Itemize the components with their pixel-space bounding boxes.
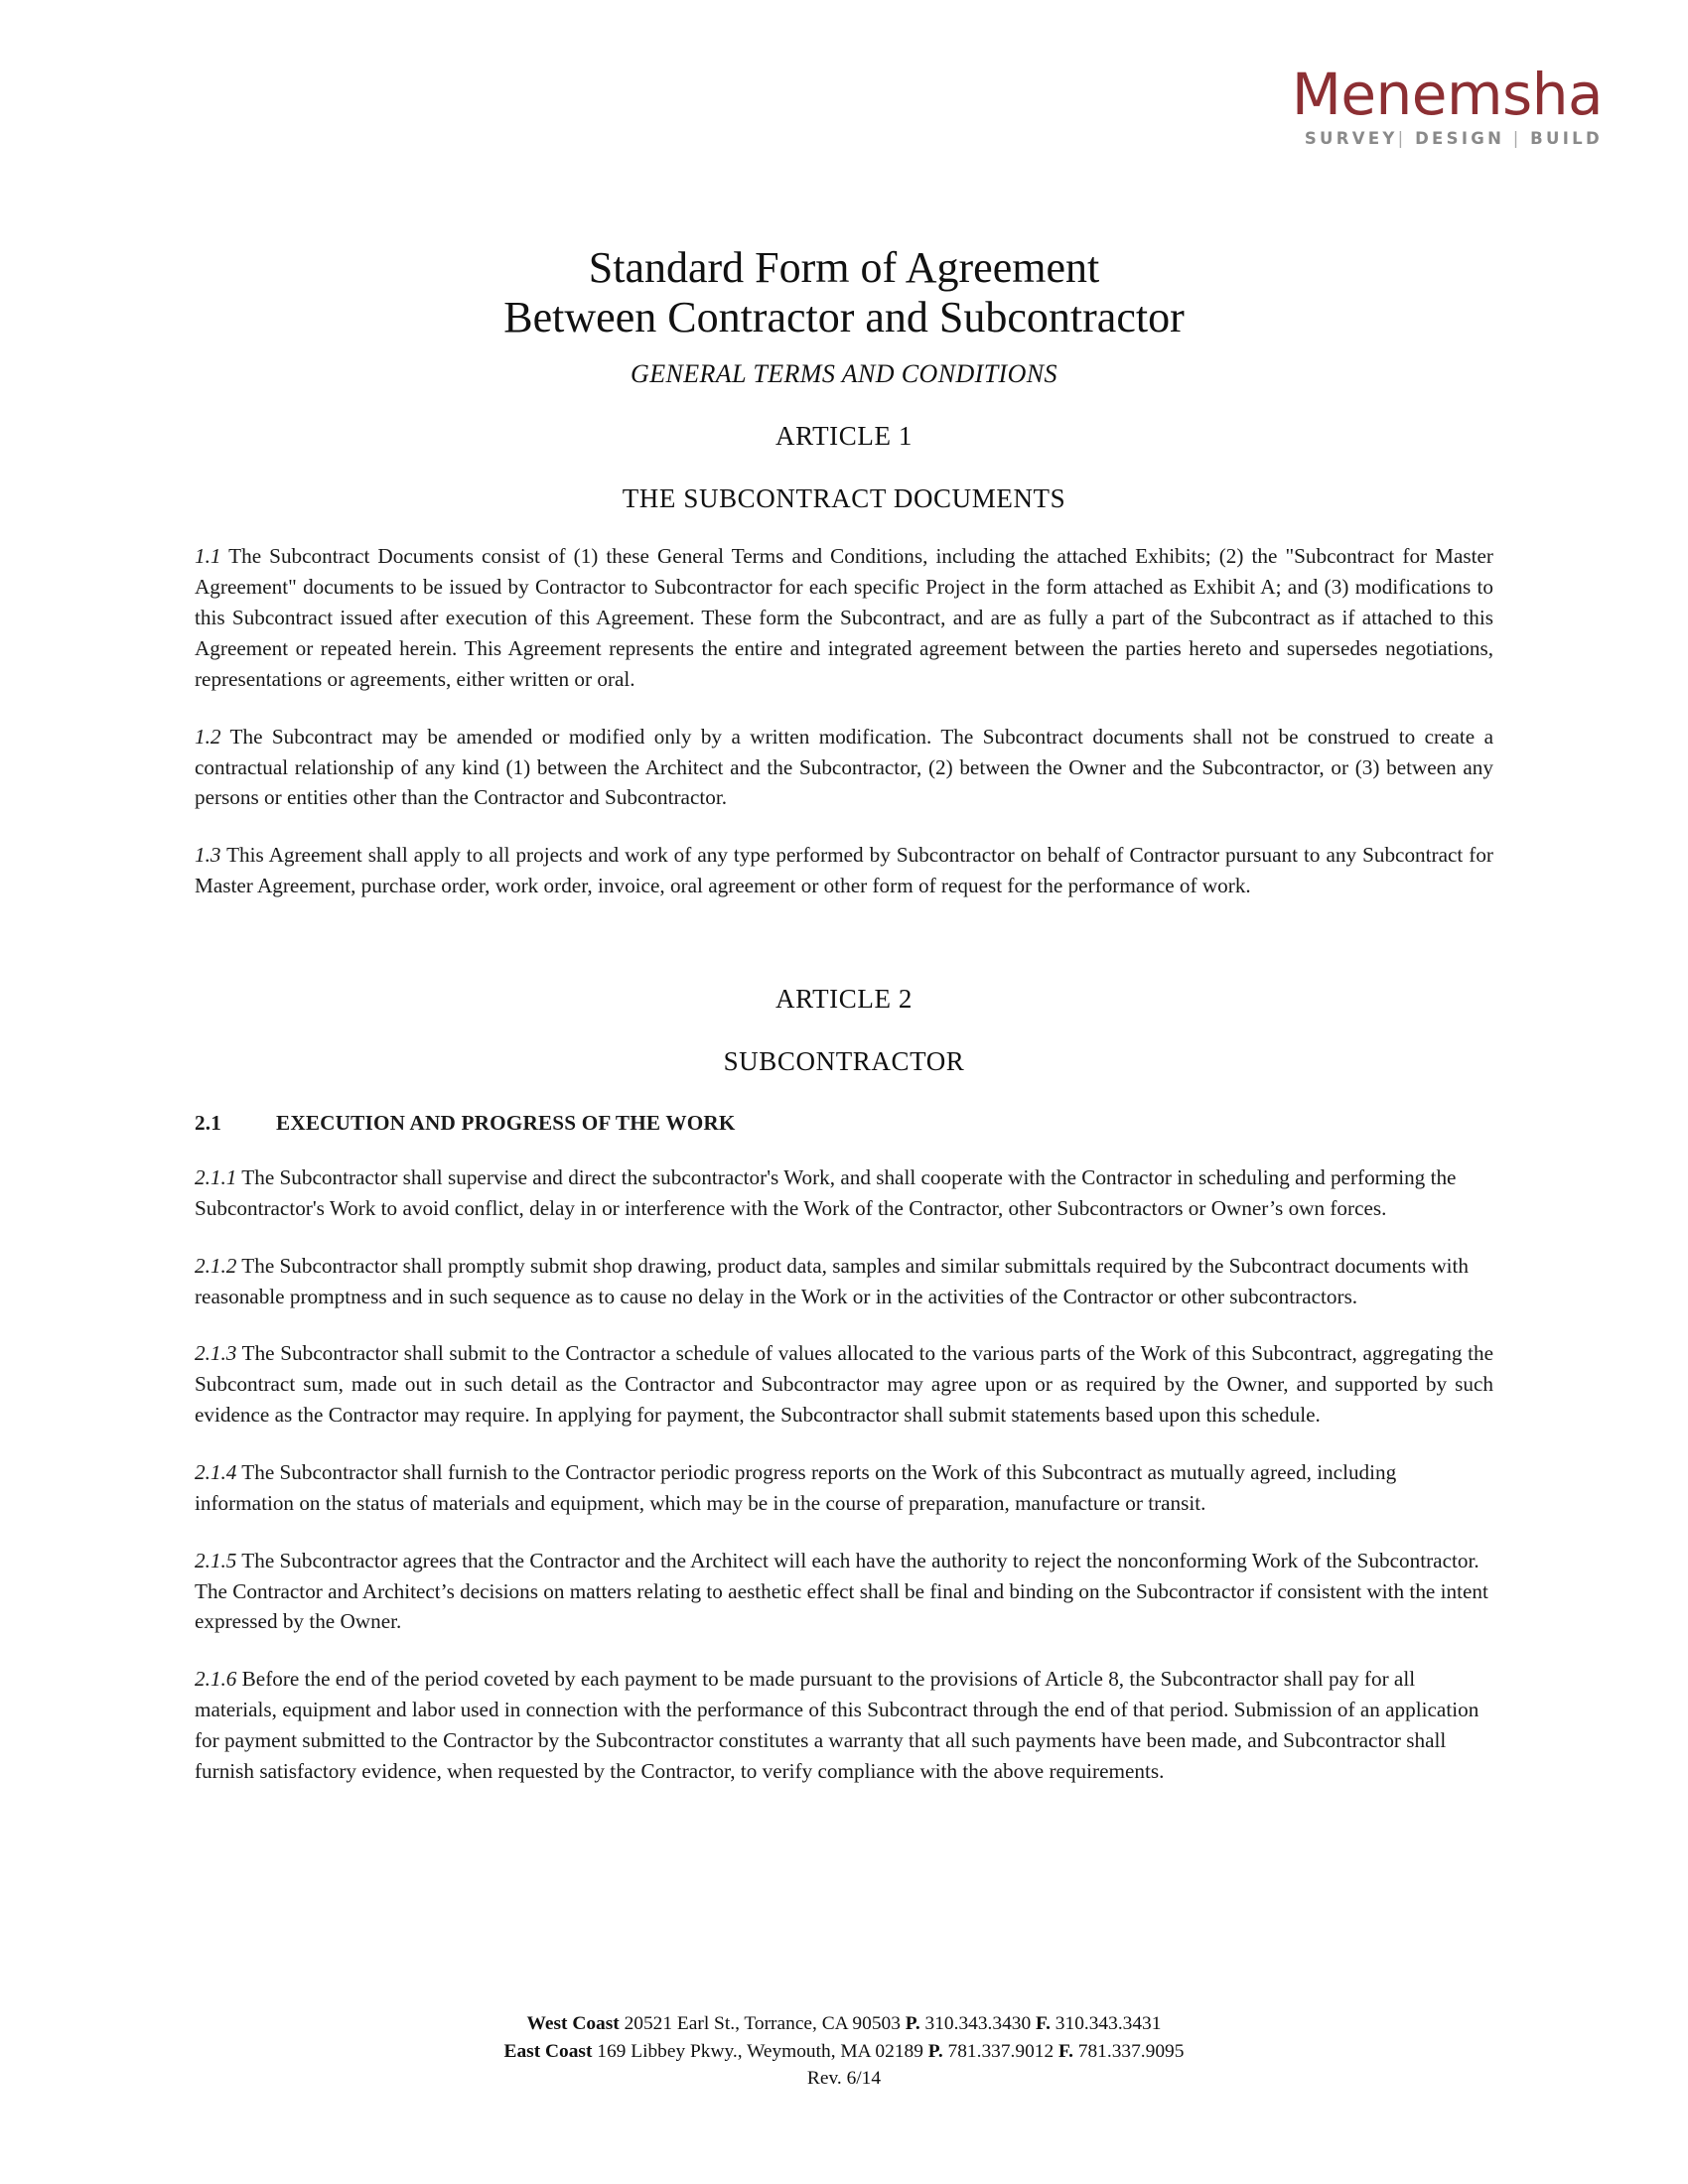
paragraph-text-1-2: The Subcontract may be amended or modified only by a written modification. The Subcontract documents shall not be construed to create a contractual relationship of any kind (1) between the Architect and the Subcontractor, (2) between the Owner and the Subcontractor, or (3) between any persons or entities other than the Contractor and Subcontractor. <box>195 724 1493 810</box>
footer-revision: Rev. 6/14 <box>806 2068 882 2090</box>
paragraph-1-3 <box>195 840 1493 901</box>
logo-tagline-build: BUILD <box>1530 129 1603 149</box>
logo-tagline-separator-1: | <box>1397 129 1416 149</box>
article-1-subheading: THE SUBCONTRACT DOCUMENTS <box>622 483 1066 514</box>
paragraph-text-1-1: The Subcontract Documents consist of (1) these General Terms and Conditions, including the attached Exhibits; (2) the "Subcontract for Master Agreement" documents to be issued by Contractor to Subcontractor for each specific Project in the form attached as Exhibit A; and (3) modifications to this Subcontract issued after execution of this Agreement. These form the Subcontract, and are as fully a part of the Subcontract as if attached to this Agreement or repeated herein. This Agreement represents the entire and integrated agreement between the parties hereto and supersedes negotiations, representations or agreements, either written or oral. <box>195 544 1493 691</box>
paragraph-number-2-1-6: 2.1.6 <box>195 1667 237 1692</box>
footer-west-coast <box>0 2010 1688 2038</box>
section-2-1-title <box>195 1111 1493 1136</box>
paragraph-2-1-1 <box>195 1162 1493 1224</box>
paragraph-number-2-1-2: 2.1.2 <box>195 1253 237 1278</box>
footer-east-coast <box>0 2038 1688 2066</box>
paragraph-1-2 <box>195 722 1493 814</box>
paragraph-2-1-3 <box>195 1338 1493 1431</box>
paragraph-number-1-3: 1.3 <box>195 843 221 868</box>
logo-tagline-separator-2: | <box>1504 129 1531 149</box>
section-2-1-label: EXECUTION AND PROGRESS OF THE WORK <box>276 1111 736 1136</box>
paragraph-text-2-1-5: The Subcontractor agrees that the Contractor and the Architect will each have the authority to reject the nonconforming Work of the Subcontractor. The Contractor and Architect’s decisions on matters relating to aesthetic effect shall be final and binding on the Subcontractor if consistent with the intent expressed by the Owner. <box>195 1548 1488 1634</box>
logo-tagline-design: DESIGN <box>1415 129 1505 149</box>
document-content <box>195 243 1493 1808</box>
footer-east-phone: 781.337.9012 <box>942 2040 1059 2062</box>
footer-west-fax-label: F. <box>1036 2013 1051 2035</box>
paragraph-text-2-1-6: Before the end of the period coveted by each payment to be made pursuant to the provisions of Article 8, the Subcontractor shall pay for all materials, equipment and labor used in connection with the performance of this Subcontract through the end of that period. Submission of an application for payment submitted to the Contractor by the Subcontractor constitutes a warranty that all such payments have been made, and Subcontractor shall furnish satisfactory evidence, when requested by the Contractor, to verify compliance with the above requirements. <box>195 1667 1479 1783</box>
company-logo <box>1291 61 1603 149</box>
logo-tagline <box>1292 131 1603 148</box>
footer-west-coast-label: West Coast <box>526 2013 620 2035</box>
paragraph-text-1-3: This Agreement shall apply to all projects and work of any type performed by Subcontractor on behalf of Contractor pursuant to any Subcontract for Master Agreement, purchase order, work order, invoice, oral agreement or other form of request for the performance of work. <box>195 843 1493 898</box>
paragraph-2-1-2 <box>195 1251 1493 1312</box>
footer-west-coast-address: 20521 Earl St., Torrance, CA 90503 <box>619 2013 906 2035</box>
footer-east-coast-label: East Coast <box>503 2040 593 2062</box>
paragraph-2-1-4 <box>195 1457 1493 1519</box>
footer-east-fax-label: F. <box>1058 2040 1073 2062</box>
paragraph-text-2-1-3: The Subcontractor shall submit to the Contractor a schedule of values allocated to the various parts of the Work of this Subcontract, aggregating the Subcontract sum, made out in such detail as the Contractor and Subcontractor may agree upon or as required by the Owner, and supported by such evidence as the Contractor may require. In applying for payment, the Subcontractor shall submit statements based upon this schedule. <box>195 1341 1493 1428</box>
footer-east-phone-label: P. <box>927 2040 943 2062</box>
paragraph-number-2-1-5: 2.1.5 <box>195 1548 237 1572</box>
paragraph-number-2-1-3: 2.1.3 <box>195 1341 237 1366</box>
section-spacer <box>195 922 1493 952</box>
document-title-line-2: Between Contractor and Subcontractor <box>503 292 1185 341</box>
article-2-heading: ARTICLE 2 <box>774 984 913 1015</box>
logo-tagline-survey: SURVEY <box>1304 129 1398 149</box>
document-title <box>195 243 1493 341</box>
paragraph-2-1-6 <box>195 1664 1493 1786</box>
footer-west-phone: 310.343.3430 <box>919 2013 1037 2035</box>
footer-west-phone-label: P. <box>905 2013 920 2035</box>
section-2-1-number: 2.1 <box>195 1111 222 1136</box>
logo-wordmark: Menemsha <box>1291 61 1603 128</box>
document-title-line-1: Standard Form of Agreement <box>588 243 1100 292</box>
footer-east-fax: 781.337.9095 <box>1072 2040 1185 2062</box>
paragraph-number-2-1-1: 2.1.1 <box>195 1165 237 1190</box>
footer-east-coast-address: 169 Libbey Pkwy., Weymouth, MA 02189 <box>592 2040 928 2062</box>
page-footer <box>0 2010 1688 2093</box>
paragraph-text-2-1-2: The Subcontractor shall promptly submit shop drawing, product data, samples and similar submittals required by the Subcontract documents with reasonable promptness and in such sequence as to cause no delay in the Work or in the activities of the Contractor or other subcontractors. <box>195 1253 1469 1308</box>
paragraph-2-1-5 <box>195 1546 1493 1638</box>
paragraph-number-1-2: 1.2 <box>195 724 221 749</box>
article-2-subheading: SUBCONTRACTOR <box>723 1046 965 1077</box>
document-subtitle: GENERAL TERMS AND CONDITIONS <box>631 359 1057 389</box>
paragraph-number-2-1-4: 2.1.4 <box>195 1459 237 1484</box>
paragraph-1-1 <box>195 541 1493 694</box>
paragraph-text-2-1-4: The Subcontractor shall furnish to the Contractor periodic progress reports on the Work of this Subcontract as mutually agreed, including information on the status of materials and equipment, which may be in the course of preparation, manufacture or transit. <box>195 1459 1397 1515</box>
footer-west-fax: 310.343.3431 <box>1050 2013 1162 2035</box>
paragraph-text-2-1-1: The Subcontractor shall supervise and direct the subcontractor's Work, and shall cooperate with the Contractor in scheduling and performing the Subcontractor's Work to avoid conflict, delay in or interference with the Work of the Contractor, other Subcontractors or Owner’s own forces. <box>195 1165 1457 1220</box>
paragraph-number-1-1: 1.1 <box>195 544 221 569</box>
article-1-heading: ARTICLE 1 <box>774 421 913 452</box>
